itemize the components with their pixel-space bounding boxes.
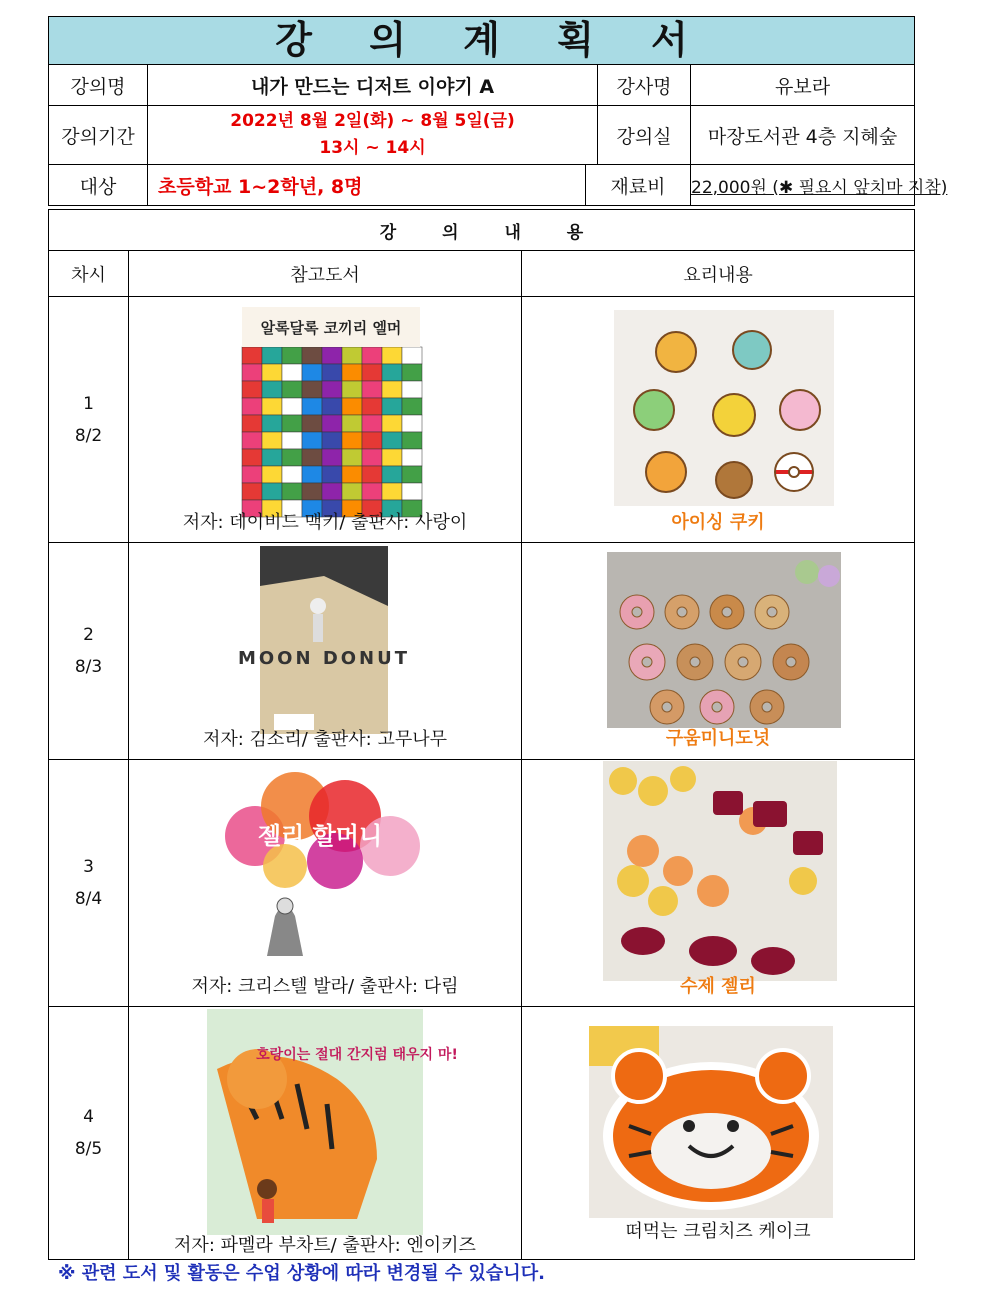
book-cell (129, 1007, 522, 1260)
homemade-jelly-photo (603, 761, 837, 981)
cooking-cell (522, 1007, 915, 1260)
content-title: 강 의 내 용 (49, 210, 915, 251)
table-row (49, 543, 915, 760)
session-cell (49, 297, 129, 543)
session-number: 4 (83, 1107, 94, 1127)
cooking-cell (522, 297, 915, 543)
dish-name: 떠먹는 크림치즈 케이크 (625, 1221, 811, 1242)
target-label: 대상 (49, 165, 148, 206)
period-cell (148, 106, 598, 165)
dish-name: 구움미니도넛 (665, 728, 771, 749)
session-number: 3 (83, 857, 94, 877)
cream-cheese-cake-photo (589, 1026, 833, 1218)
jelly-grandma-book-cover (215, 766, 425, 971)
book-title: MOON DONUT (237, 648, 411, 669)
session-cell (49, 760, 129, 1007)
session-date: 8/3 (74, 657, 103, 677)
tiger-book-cover (207, 1009, 458, 1235)
session-number: 2 (83, 625, 94, 645)
session-date: 8/5 (74, 1139, 103, 1159)
book-title: 호랑이는 절대 간지럼 태우지 마! (256, 1047, 458, 1063)
book-title: 알록달록 코끼리 엘머 (260, 319, 402, 337)
content-table (48, 209, 915, 1260)
session-cell (49, 543, 129, 760)
instructor-label: 강사명 (598, 65, 691, 106)
lecture-plan-table (48, 16, 948, 206)
cooking-cell (522, 543, 915, 760)
table-row (49, 297, 915, 543)
footnote: ※ 관련 도서 및 활동은 수업 상황에 따라 변경될 수 있습니다. (58, 1263, 545, 1284)
target-value: 초등학교 1~2학년, 8명 (148, 165, 586, 206)
book-cell (129, 297, 522, 543)
period-times: 13시 ~ 14시 (319, 138, 426, 158)
cooking-cell (522, 760, 915, 1007)
instructor-name: 유보라 (691, 65, 915, 106)
room-label: 강의실 (598, 106, 691, 165)
moon-donut-book-cover (237, 546, 411, 734)
room-name: 마장도서관 4층 지혜숲 (691, 106, 915, 165)
column-header-cooking: 요리내용 (522, 251, 915, 297)
document-title: 강 의 계 획 서 (49, 17, 915, 65)
session-number: 1 (83, 393, 94, 414)
book-title: 젤리 할머니 (257, 822, 383, 850)
course-label: 강의명 (49, 65, 148, 106)
mini-donut-photo (607, 552, 841, 728)
lecture-plan-document (48, 16, 948, 1260)
dish-name: 수제 젤리 (680, 976, 756, 997)
elmer-book-cover (242, 307, 420, 512)
column-header-book: 참고도서 (129, 251, 522, 297)
session-date: 8/4 (74, 889, 103, 909)
table-row (49, 760, 915, 1007)
book-cell (129, 543, 522, 760)
fee-label: 재료비 (586, 165, 691, 206)
course-name: 내가 만드는 디저트 이야기 A (148, 65, 598, 106)
table-row (49, 1007, 915, 1260)
period-dates: 2022년 8월 2일(화) ~ 8월 5일(금) (230, 111, 515, 131)
dish-name: 아이싱 쿠키 (671, 512, 765, 533)
icing-cookie-photo (614, 310, 834, 506)
fee-value: 22,000원 (✱ 필요시 앞치마 지참) (691, 165, 915, 206)
session-date: 8/2 (74, 425, 103, 446)
book-caption: 저자: 김소리/ 출판사: 고무나무 (202, 729, 447, 750)
session-cell (49, 1007, 129, 1260)
book-cell (129, 760, 522, 1007)
book-caption: 저자: 데이비드 맥키/ 출판사: 사랑이 (182, 512, 468, 533)
book-caption: 저자: 크리스텔 발라/ 출판사: 다림 (191, 976, 459, 997)
column-header-session: 차시 (49, 251, 129, 297)
period-label: 강의기간 (49, 106, 148, 165)
book-caption: 저자: 파멜라 부차트/ 출판사: 엔이키즈 (174, 1235, 476, 1256)
